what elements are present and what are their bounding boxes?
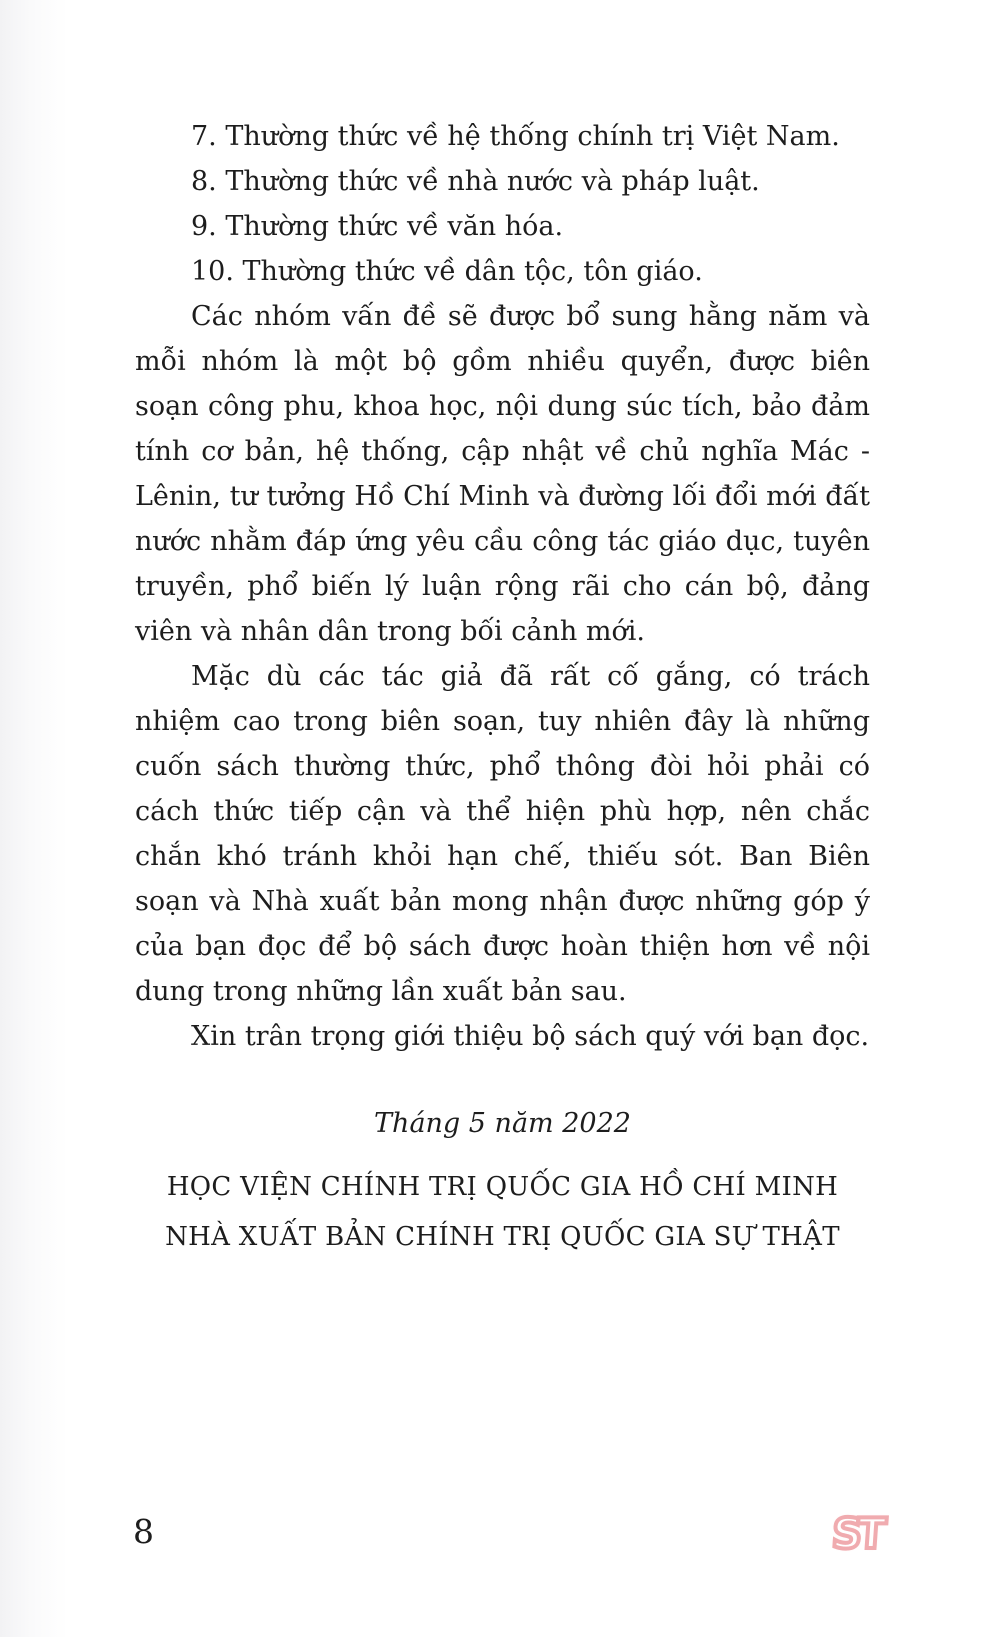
publisher-line-press: NHÀ XUẤT BẢN CHÍNH TRỊ QUỐC GIA SỰ THẬT [165,1222,840,1252]
closing-paragraph: Xin trân trọng giới thiệu bộ sách quý với bạn đọc. [191,1021,870,1052]
page-number: 8 [133,1512,154,1551]
page-content [135,114,870,1262]
publisher-logo [828,1502,884,1564]
st-logo-text: ST [829,1508,883,1558]
publisher-block [135,1162,870,1262]
list-item: 10. Thường thức về dân tộc, tôn giáo. [191,256,703,287]
publisher-line-academy: HỌC VIỆN CHÍNH TRỊ QUỐC GIA HỒ CHÍ MINH [166,1172,839,1202]
list-item: 7. Thường thức về hệ thống chính trị Việt Nam. [191,121,840,152]
paragraph: Mặc dù các tác giả đã rất cố gắng, có trách nhiệm cao trong biên soạn, tuy nhiên đây là những cuốn sách thường thức, phổ thông đòi hỏi phải có cách thức tiếp cận và thể hiện phù hợp, nên chắc chắn khó tránh khỏi hạn chế, thiếu sót. Ban Biên soạn và Nhà xuất bản mong nhận được những góp ý của bạn đọc để bộ sách được hoàn thiện hơn về nội dung trong những lần xuất bản sau. [135,661,870,1007]
list-item: 8. Thường thức về nhà nước và pháp luật. [191,166,760,197]
paragraph: Các nhóm vấn đề sẽ được bổ sung hằng năm và mỗi nhóm là một bộ gồm nhiều quyển, được biên soạn công phu, khoa học, nội dung súc tích, bảo đảm tính cơ bản, hệ thống, cập nhật về chủ nghĩa Mác - Lênin, tư tưởng Hồ Chí Minh và đường lối đổi mới đất nước nhằm đáp ứng yêu cầu công tác giáo dục, tuyên truyền, phổ biến lý luận rộng rãi cho cán bộ, đảng viên và nhân dân trong bối cảnh mới. [135,301,870,647]
date-line: Tháng 5 năm 2022 [374,1108,631,1139]
page-edge-shadow [0,0,68,1637]
list-item: 9. Thường thức về văn hóa. [191,211,564,242]
